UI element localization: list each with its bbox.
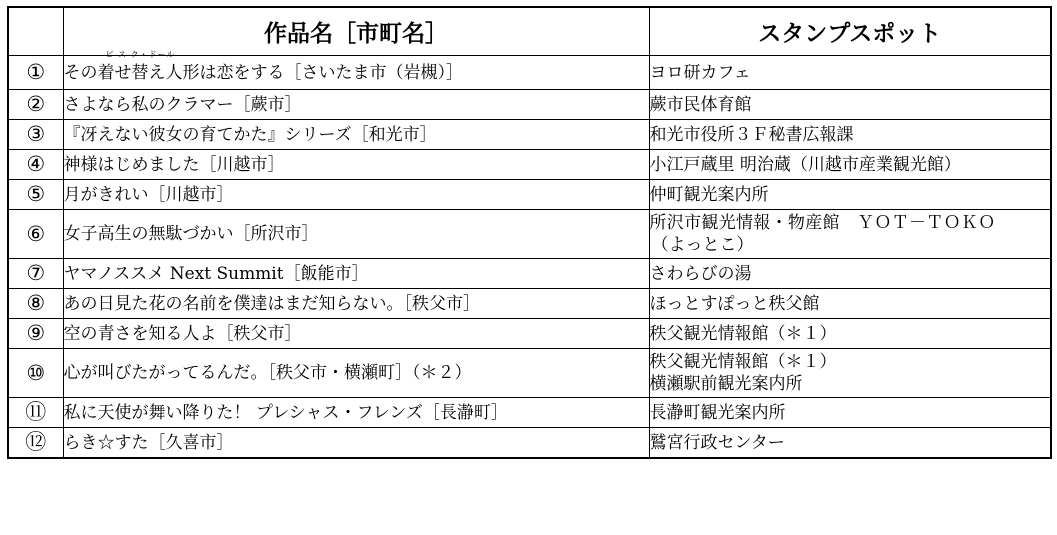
row-number: ⑦ bbox=[8, 259, 63, 289]
row-spot-line: 横瀬駅前観光案内所 bbox=[649, 374, 803, 394]
table-row bbox=[8, 56, 1051, 90]
row-spot bbox=[649, 349, 1051, 398]
row-spot bbox=[649, 150, 1051, 180]
stamp-spot-table bbox=[7, 6, 1052, 459]
row-number: ⑪ bbox=[8, 398, 63, 428]
row-work: 女子高生の無駄づかい［所沢市］ bbox=[63, 210, 649, 259]
row-spot bbox=[649, 398, 1051, 428]
row-spot bbox=[649, 259, 1051, 289]
row-work: ヤマノススメ Next Summit［飯能市］ bbox=[63, 259, 649, 289]
header-number bbox=[8, 7, 63, 56]
header-stamp-spot: スタンプスポット bbox=[649, 7, 1051, 56]
row-spot bbox=[649, 120, 1051, 150]
ruby-annotation: ビ ス ク・ドール bbox=[105, 49, 176, 59]
row-number: ① bbox=[8, 56, 63, 90]
table-row bbox=[8, 120, 1051, 150]
row-work: 私に天使が舞い降りた！ プレシャス・フレンズ［長瀞町］ bbox=[63, 398, 649, 428]
row-work: 『冴えない彼女の育てかた』シリーズ［和光市］ bbox=[63, 120, 649, 150]
row-work: らき☆すた［久喜市］ bbox=[63, 428, 649, 459]
table-row bbox=[8, 398, 1051, 428]
table-row bbox=[8, 428, 1051, 459]
row-spot-line: 所沢市観光情報・物産館 ＹＯＴ－ＴＯＫＯ bbox=[649, 213, 996, 233]
table-row bbox=[8, 259, 1051, 289]
table-row bbox=[8, 319, 1051, 349]
row-spot-line: 鷲宮行政センター bbox=[649, 432, 785, 453]
row-work: 心が叫びたがってるんだ。［秩父市・横瀬町］（＊２） bbox=[63, 349, 649, 398]
row-spot-line: ヨロ研カフェ bbox=[649, 62, 751, 83]
row-spot bbox=[649, 210, 1051, 259]
row-spot-line: 蕨市民体育館 bbox=[649, 94, 752, 115]
table-row bbox=[8, 210, 1051, 259]
row-work: 空の青さを知る人よ［秩父市］ bbox=[63, 319, 649, 349]
row-number: ② bbox=[8, 90, 63, 120]
row-number: ③ bbox=[8, 120, 63, 150]
row-spot bbox=[649, 56, 1051, 90]
work-with-ruby bbox=[63, 49, 464, 84]
row-spot-line: 仲町観光案内所 bbox=[649, 184, 769, 205]
row-number: ④ bbox=[8, 150, 63, 180]
table-row bbox=[8, 150, 1051, 180]
table-row bbox=[8, 90, 1051, 120]
row-spot-line: 秩父観光情報館（＊１） bbox=[649, 352, 837, 372]
table-row bbox=[8, 349, 1051, 398]
row-number: ⑤ bbox=[8, 180, 63, 210]
row-number: ⑫ bbox=[8, 428, 63, 459]
row-spot-line: ほっとすぽっと秩父館 bbox=[649, 293, 820, 314]
row-spot bbox=[649, 90, 1051, 120]
row-spot bbox=[649, 289, 1051, 319]
row-number: ⑧ bbox=[8, 289, 63, 319]
row-work: 月がきれい［川越市］ bbox=[63, 180, 649, 210]
table-row bbox=[8, 289, 1051, 319]
row-number: ⑨ bbox=[8, 319, 63, 349]
row-number: ⑥ bbox=[8, 210, 63, 259]
row-spot-line: 小江戸蔵里 明治蔵（川越市産業観光館） bbox=[649, 154, 961, 175]
row-work-cell bbox=[63, 49, 649, 90]
row-spot-line: 秩父観光情報館（＊１） bbox=[649, 323, 837, 344]
row-number: ⑩ bbox=[8, 349, 63, 398]
table-header-row bbox=[8, 7, 1051, 56]
row-work: 神様はじめました［川越市］ bbox=[63, 150, 649, 180]
row-spot bbox=[649, 319, 1051, 349]
row-spot-line: さわらびの湯 bbox=[649, 263, 752, 284]
row-work: その着せ替え人形は恋をする［さいたま市（岩槻）］ bbox=[63, 62, 463, 83]
row-spot-line: （よっとこ） bbox=[651, 235, 754, 255]
row-work: あの日見た花の名前を僕達はまだ知らない。［秩父市］ bbox=[63, 289, 649, 319]
table-row bbox=[8, 180, 1051, 210]
row-spot-line: 長瀞町観光案内所 bbox=[649, 402, 786, 423]
row-spot-line: 和光市役所３Ｆ秘書広報課 bbox=[649, 124, 854, 145]
header-work-title: 作品名［市町名］ bbox=[63, 7, 649, 56]
row-work: さよなら私のクラマー［蕨市］ bbox=[63, 90, 649, 120]
row-spot bbox=[649, 428, 1051, 459]
row-spot bbox=[649, 180, 1051, 210]
